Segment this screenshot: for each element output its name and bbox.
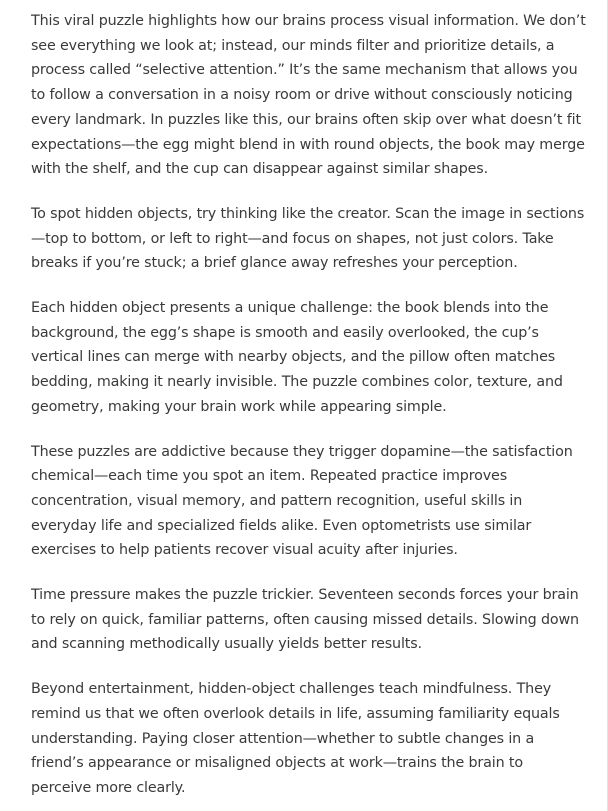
paragraph-dopamine: These puzzles are addictive because they trigger dopamine—the satisfaction chemical—each time you spot an item. Repeated practice improves concentration, visual memory, and pattern recognition, useful skills in everyday life and specialized fields alike. Even optometrists use similar exercises to help patients recover visual acuity after injuries. bbox=[31, 443, 573, 559]
article-body bbox=[31, 9, 586, 811]
paragraph-spotting-tips: To spot hidden objects, try thinking like the creator. Scan the image in sections—top to bottom, or left to right—and focus on shapes, not just colors. Take breaks if you’re stuck; a brief glance away refreshes your perception. bbox=[31, 205, 585, 272]
paragraph-time-pressure: Time pressure makes the puzzle trickier. Seventeen seconds forces your brain to rely on quick, familiar patterns, often causing missed details. Slowing down and scanning methodically usually yields better results. bbox=[31, 587, 579, 653]
paragraph-object-challenges: Each hidden object presents a unique challenge: the book blends into the background, the egg’s shape is smooth and easily overlooked, the cup’s vertical lines can merge with nearby objects, and the pillow often matches bedding, making it nearly invisible. The puzzle combines color, texture, and geometry, making your brain work while appearing simple. bbox=[31, 300, 563, 415]
paragraph-selective-attention: This viral puzzle highlights how our brains process visual information. We don’t see everything we look at; instead, our minds filter and prioritize details, a process called “selective attention.” It’s the same mechanism that allows you to follow a conversation in a noisy room or drive without consciously noticing every landmark. In puzzles like this, our brains often skip over what doesn’t fit expectations—the egg might blend in with round objects, the book may merge with the shelf, and the cup can disappear against similar shapes. bbox=[31, 13, 586, 178]
paragraph-mindfulness: Beyond entertainment, hidden-object challenges teach mindfulness. They remind us that we often overlook details in life, assuming familiarity equals understanding. Paying closer attention—whether to subtle changes in a friend’s appearance or misaligned objects at work—trains the brain to perceive more clearly. bbox=[31, 681, 560, 796]
